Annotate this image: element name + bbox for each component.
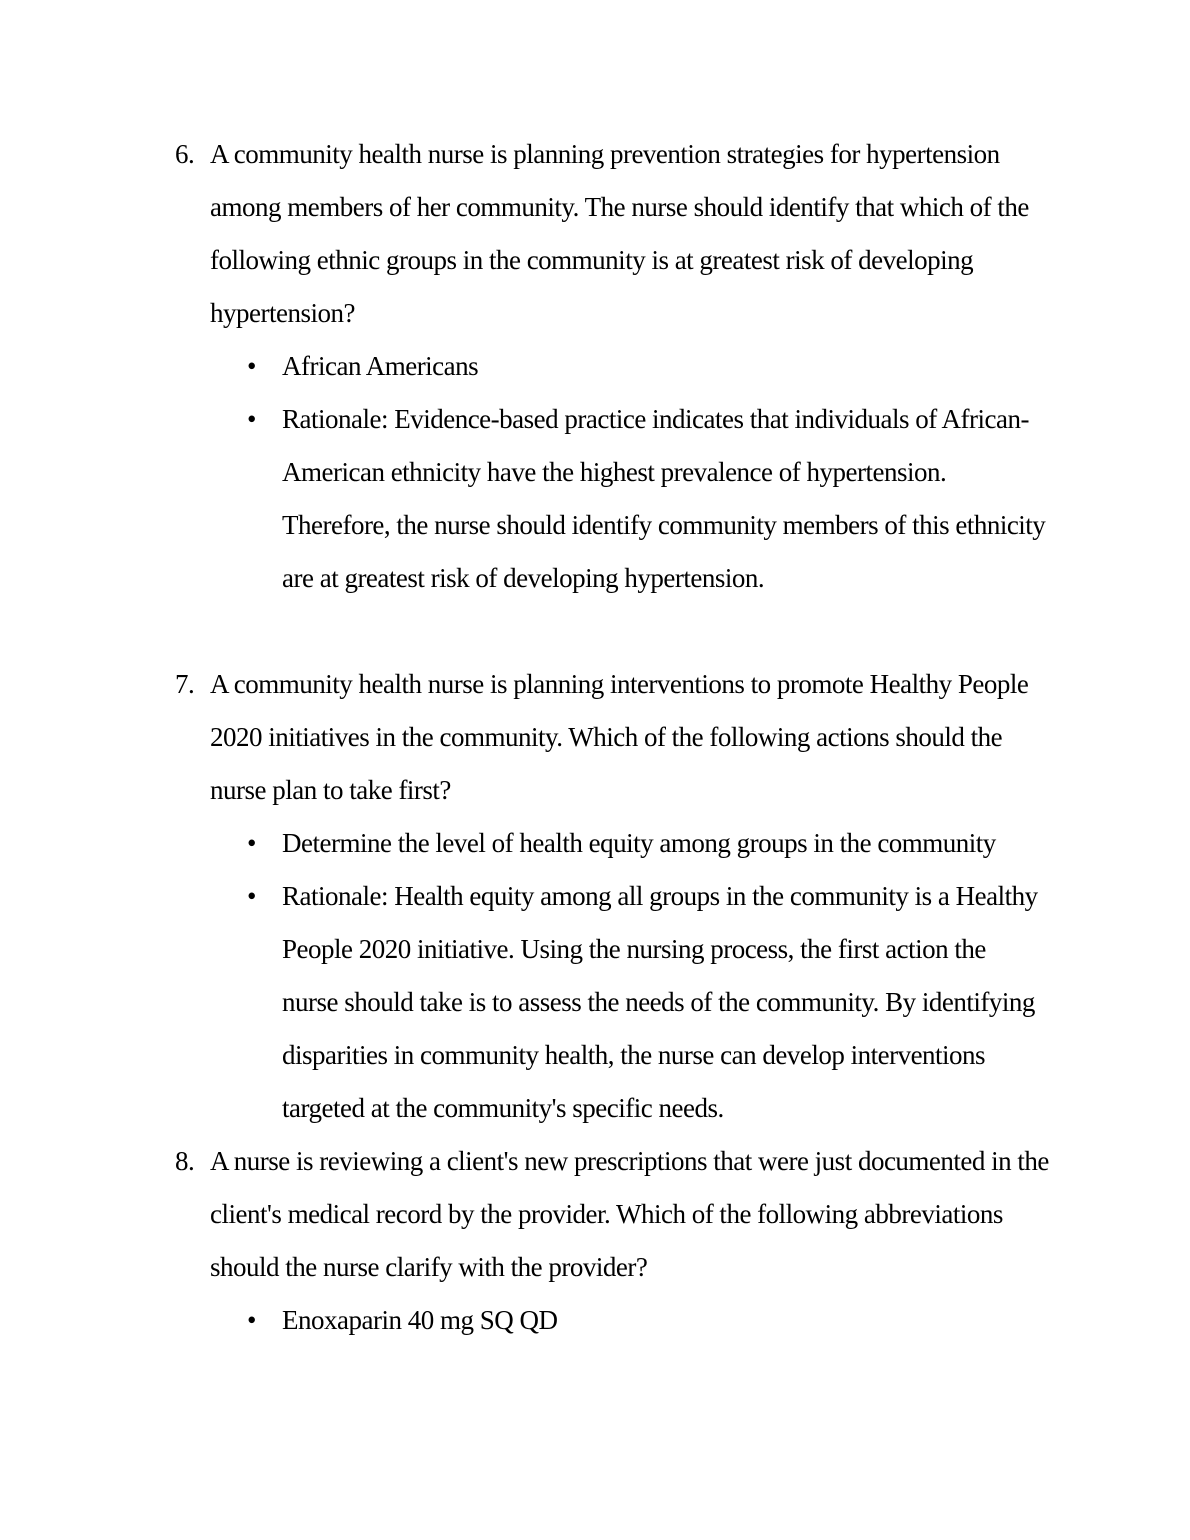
question-line — [0, 1135, 1190, 1188]
question-item-6 — [0, 128, 1190, 605]
rationale-line — [0, 870, 1190, 923]
rationale-line: American ethnicity have the highest prevalence of hypertension. — [282, 457, 947, 487]
question-line — [0, 658, 1190, 711]
rationale-text: Rationale: Health equity among all groups in the community is a Healthy — [282, 881, 1038, 911]
question-line — [0, 128, 1190, 181]
rationale-line — [0, 393, 1190, 446]
bullet-icon: • — [247, 351, 256, 381]
bullet-icon: • — [247, 1305, 256, 1335]
rationale-line: People 2020 initiative. Using the nursing process, the first action the — [282, 934, 986, 964]
bullet-icon: • — [247, 828, 256, 858]
question-text: A community health nurse is planning interventions to promote Healthy People — [210, 669, 1029, 699]
question-text: A nurse is reviewing a client's new prescriptions that were just documented in the — [210, 1146, 1049, 1176]
answer-text: Enoxaparin 40 mg SQ QD — [282, 1305, 558, 1335]
question-line: nurse plan to take first? — [210, 775, 451, 805]
rationale-line: disparities in community health, the nurse can develop interventions — [282, 1040, 986, 1070]
answer-text: Determine the level of health equity among groups in the community — [282, 828, 996, 858]
question-number: 6. — [175, 139, 195, 169]
document-content — [0, 128, 1190, 1347]
question-number: 7. — [175, 669, 195, 699]
answer-line — [0, 340, 1190, 393]
question-line: client's medical record by the provider. Which of the following abbreviations — [210, 1199, 1003, 1229]
answer-line — [0, 817, 1190, 870]
bullet-icon: • — [247, 404, 256, 434]
answer-text: African Americans — [282, 351, 479, 381]
question-line: 2020 initiatives in the community. Which of the following actions should the — [210, 722, 1003, 752]
rationale-text: Rationale: Evidence-based practice indicates that individuals of African- — [282, 404, 1029, 434]
question-item-8 — [0, 1135, 1190, 1347]
rationale-line: nurse should take is to assess the needs of the community. By identifying — [282, 987, 1035, 1017]
question-line: should the nurse clarify with the provider? — [210, 1252, 648, 1282]
question-item-7 — [0, 658, 1190, 1135]
question-number: 8. — [175, 1146, 195, 1176]
rationale-line: targeted at the community's specific needs. — [282, 1093, 724, 1123]
answer-line — [0, 1294, 1190, 1347]
question-line: hypertension? — [210, 298, 355, 328]
rationale-line: Therefore, the nurse should identify community members of this ethnicity — [282, 510, 1046, 540]
bullet-icon: • — [247, 881, 256, 911]
question-line: among members of her community. The nurse should identify that which of the — [210, 192, 1029, 222]
rationale-line: are at greatest risk of developing hypertension. — [282, 563, 765, 593]
question-text: A community health nurse is planning prevention strategies for hypertension — [210, 139, 1000, 169]
blank-line — [0, 605, 1190, 658]
question-line: following ethnic groups in the community is at greatest risk of developing — [210, 245, 974, 275]
